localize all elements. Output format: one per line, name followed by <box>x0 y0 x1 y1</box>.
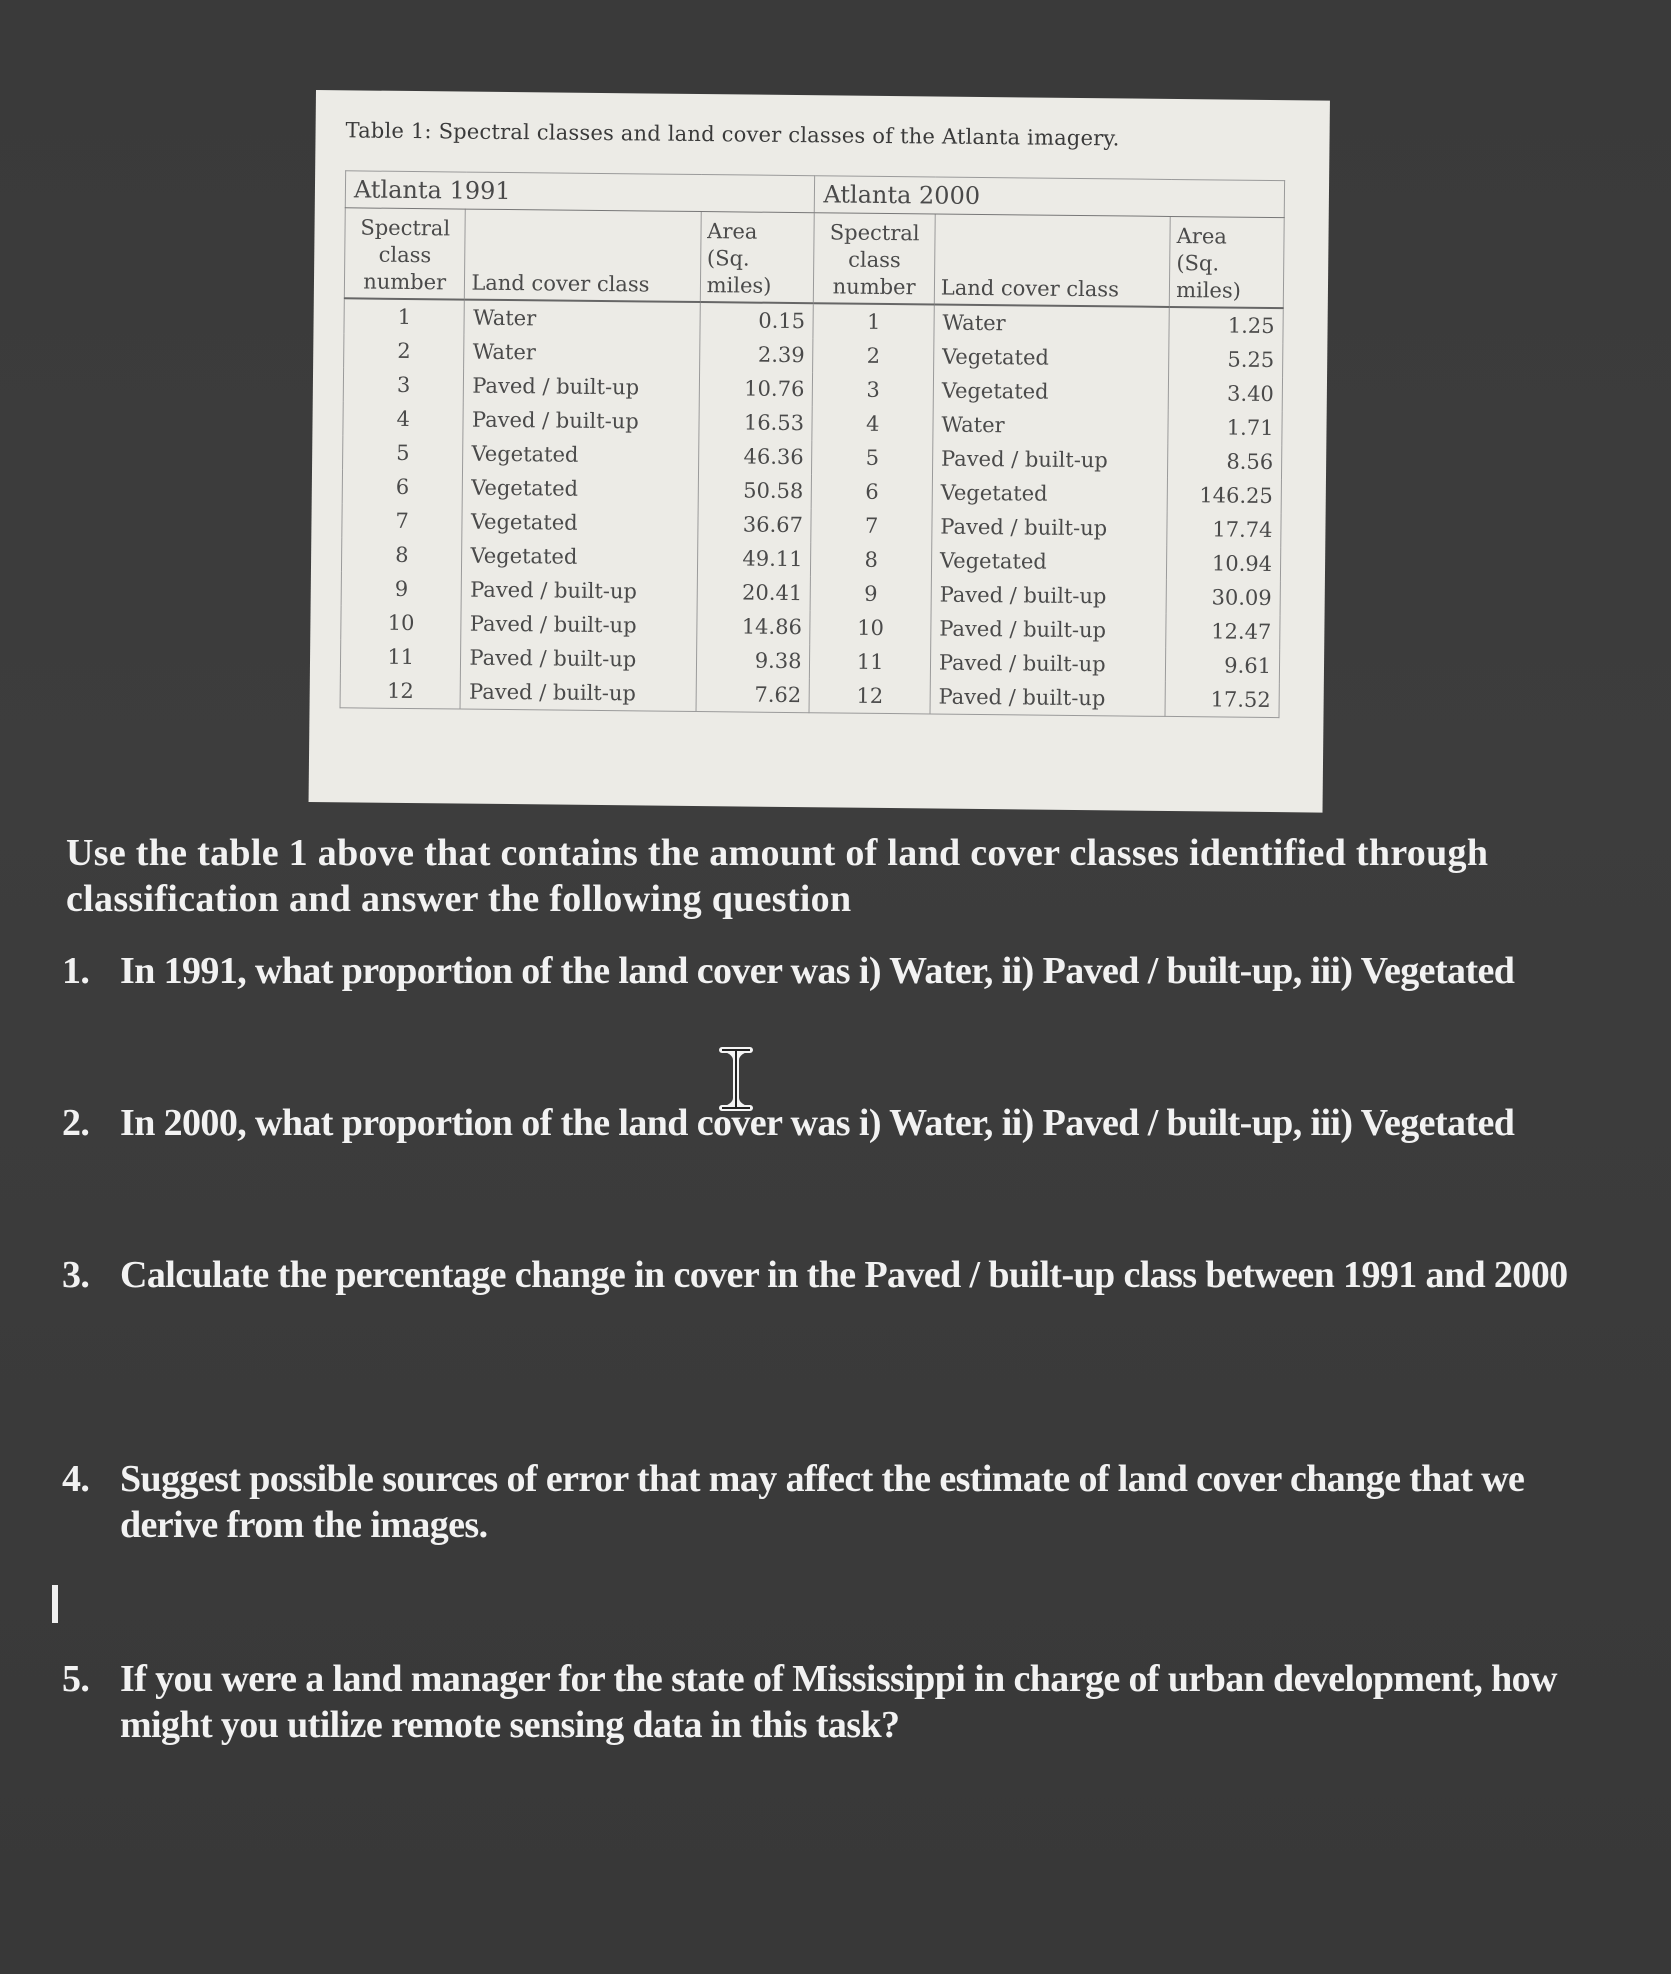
question-2: 2. In 2000, what proportion of the land cover was i) Water, ii) Paved / built-up, iii) Vegetated <box>62 1102 1515 1144</box>
table-row: 10 Paved / built-up 14.86 10 Paved / built-up 12.47 <box>341 605 1280 649</box>
table-row: 9 Paved / built-up 20.41 9 Paved / built-up 30.09 <box>341 571 1280 615</box>
text-cursor-icon <box>716 1046 756 1112</box>
table-row: 1 Water 0.15 1 Water 1.25 <box>344 298 1283 343</box>
table-row: 6 Vegetated 50.58 6 Vegetated 146.25 <box>342 469 1281 513</box>
table-row: 8 Vegetated 49.11 8 Vegetated 10.94 <box>341 537 1280 581</box>
instructions-text: Use the table 1 above that contains the amount of land cover classes identified through classification and answer the following question <box>66 832 1489 920</box>
year-1991-header: Atlanta 1991 <box>345 171 815 213</box>
year-2000-header: Atlanta 2000 <box>815 176 1285 218</box>
questions-section <box>62 830 1602 946</box>
table-row: 5 Vegetated 46.36 5 Paved / built-up 8.56 <box>343 435 1282 479</box>
question-4: 4. Suggest possible sources of error that may affect the estimate of land cover change that we derive from the images. <box>62 1458 1525 1546</box>
table-row: 12 Paved / built-up 7.62 12 Paved / built-up 17.52 <box>340 673 1279 717</box>
table-figure <box>309 90 1330 813</box>
table-row: 4 Paved / built-up 16.53 4 Water 1.71 <box>343 401 1282 445</box>
table-row: 11 Paved / built-up 9.38 11 Paved / built-up 9.61 <box>340 639 1279 683</box>
area-header: Area (Sq. miles) <box>1169 216 1284 308</box>
table-body <box>340 298 1283 717</box>
question-3: 3. Calculate the percentage change in cover in the Paved / built-up class between 1991 and 2000 <box>62 1254 1568 1296</box>
table-caption: Table 1: Spectral classes and land cover classes of the Atlanta imagery. <box>345 118 1120 151</box>
land-cover-table <box>340 170 1286 718</box>
question-5: 5. If you were a land manager for the state of Mississippi in charge of urban development, how might you utilize remote sensing data in this task? <box>62 1658 1557 1746</box>
land-cover-header: Land cover class <box>465 209 701 302</box>
question-1: 1. In 1991, what proportion of the land cover was i) Water, ii) Paved / built-up, iii) Vegetated <box>62 950 1515 992</box>
land-cover-header: Land cover class <box>934 214 1170 307</box>
text-caret <box>52 1585 58 1623</box>
spectral-class-header: Spectral class number <box>814 213 935 305</box>
table-row: 3 Paved / built-up 10.76 3 Vegetated 3.40 <box>343 367 1282 411</box>
area-header: Area (Sq. miles) <box>700 212 815 304</box>
spectral-class-header: Spectral class number <box>344 208 465 300</box>
table-row: 7 Vegetated 36.67 7 Paved / built-up 17.74 <box>342 503 1281 547</box>
table-row: 2 Water 2.39 2 Vegetated 5.25 <box>344 333 1283 377</box>
